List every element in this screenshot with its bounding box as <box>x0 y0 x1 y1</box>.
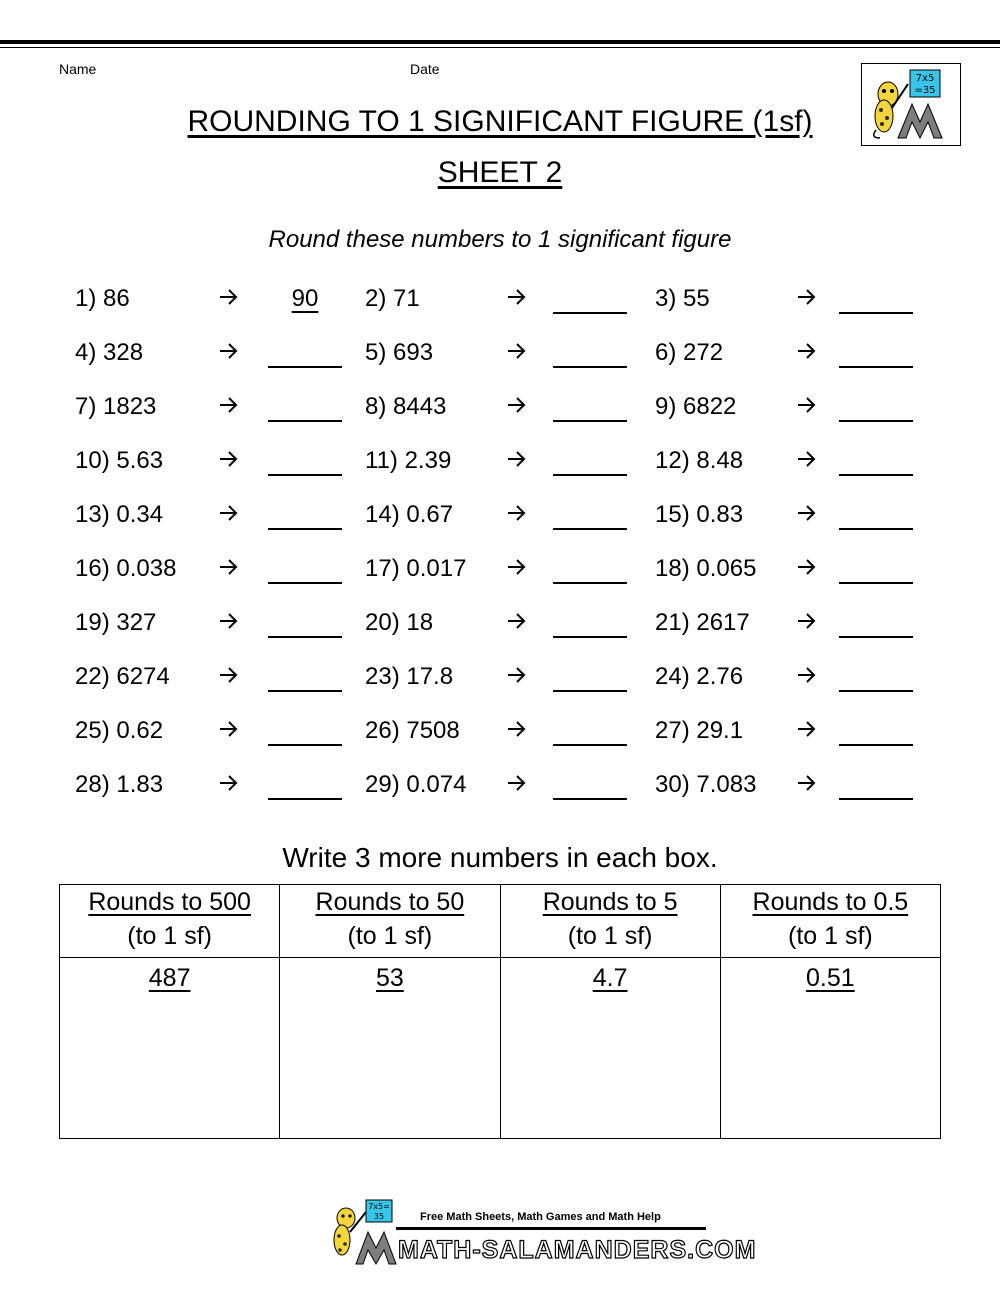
box-example: 487 <box>148 964 191 992</box>
box-heading: Rounds to 500 <box>88 888 251 916</box>
question-label: 27) 29.1 <box>655 717 744 744</box>
box-header <box>280 885 500 958</box>
arrow-right-icon <box>797 395 817 415</box>
footer-logo-text-top: 7x5= <box>368 1202 390 1211</box>
arrow-right-icon <box>797 611 817 631</box>
arrow-right-icon <box>507 503 527 523</box>
task-heading: Write 3 more numbers in each box. <box>282 842 718 873</box>
question-label: 15) 0.83 <box>655 501 744 528</box>
answer-blank[interactable] <box>553 582 627 584</box>
box-header <box>500 885 720 958</box>
box-heading: Rounds to 5 <box>542 888 678 916</box>
arrow-right-icon <box>507 557 527 577</box>
answer-blank[interactable] <box>268 582 342 584</box>
answer-blank[interactable] <box>553 474 627 476</box>
arrow-right-icon <box>219 503 239 523</box>
answer-blank[interactable] <box>553 690 627 692</box>
arrow-right-icon <box>797 287 817 307</box>
answer-box[interactable] <box>500 958 720 1139</box>
instruction: Round these numbers to 1 significant figure <box>268 226 732 253</box>
answer-blank[interactable] <box>839 798 913 800</box>
box-example: 4.7 <box>592 964 628 992</box>
box-example: 0.51 <box>806 964 855 992</box>
question-label: 16) 0.038 <box>75 555 177 582</box>
answer-blank[interactable] <box>268 690 342 692</box>
answer-blank[interactable] <box>268 744 342 746</box>
answer-blank[interactable] <box>268 528 342 530</box>
answer-box[interactable] <box>720 958 940 1139</box>
arrow-right-icon <box>797 773 817 793</box>
top-rule-thin <box>0 47 1000 48</box>
box-sub: (to 1 sf) <box>567 922 653 950</box>
arrow-right-icon <box>219 773 239 793</box>
box-sub: (to 1 sf) <box>788 922 873 950</box>
box-heading: Rounds to 0.5 <box>752 888 909 916</box>
answer-blank[interactable] <box>268 798 342 800</box>
question-label: 28) 1.83 <box>75 771 164 798</box>
answer-box[interactable] <box>280 958 500 1139</box>
page-subtitle <box>0 156 1000 190</box>
arrow-right-icon <box>797 341 817 361</box>
question-label: 5) 693 <box>365 339 434 366</box>
box-example: 53 <box>375 964 404 992</box>
question-label: 1) 86 <box>75 285 130 312</box>
arrow-right-icon <box>219 665 239 685</box>
top-rule <box>0 40 1000 44</box>
box-sub: (to 1 sf) <box>347 922 433 950</box>
question-label: 7) 1823 <box>75 393 157 420</box>
answer-blank[interactable] <box>553 744 627 746</box>
math-salamanders-logo-icon <box>322 1198 757 1270</box>
answer-blank[interactable] <box>839 636 913 638</box>
title-line-2: SHEET 2 <box>437 156 563 189</box>
answer-blank[interactable] <box>268 474 342 476</box>
answer-blank[interactable] <box>839 690 913 692</box>
arrow-right-icon <box>219 287 239 307</box>
arrow-right-icon <box>507 341 527 361</box>
question-label: 17) 0.017 <box>365 555 467 582</box>
page-title <box>0 105 1000 139</box>
question-label: 24) 2.76 <box>655 663 744 690</box>
answer-blank[interactable] <box>553 636 627 638</box>
answer-blank[interactable] <box>553 366 627 368</box>
answer-boxes-table <box>59 884 941 1139</box>
answer-blank[interactable] <box>553 798 627 800</box>
answer-blank[interactable] <box>839 744 913 746</box>
question-label: 25) 0.62 <box>75 717 164 744</box>
arrow-right-icon <box>219 341 239 361</box>
question-label: 4) 328 <box>75 339 144 366</box>
answer-blank[interactable] <box>553 528 627 530</box>
arrow-right-icon <box>219 395 239 415</box>
question-label: 22) 6274 <box>75 663 170 690</box>
question-label: 9) 6822 <box>655 393 737 420</box>
arrow-right-icon <box>507 665 527 685</box>
name-label: Name <box>59 61 97 77</box>
arrow-right-icon <box>507 611 527 631</box>
answer-blank[interactable] <box>553 312 627 314</box>
arrow-right-icon <box>507 395 527 415</box>
answer-value: 90 <box>291 285 319 312</box>
question-label: 12) 8.48 <box>655 447 744 474</box>
question-label: 19) 327 <box>75 609 157 636</box>
answer-blank[interactable] <box>839 474 913 476</box>
question-label: 3) 55 <box>655 285 710 312</box>
question-label: 21) 2617 <box>655 609 750 636</box>
arrow-right-icon <box>219 449 239 469</box>
answer-blank[interactable] <box>268 366 342 368</box>
question-label: 6) 272 <box>655 339 724 366</box>
arrow-right-icon <box>507 449 527 469</box>
footer-tagline: Free Math Sheets, Math Games and Math Help <box>420 1211 661 1223</box>
footer-logo[interactable] <box>322 1198 757 1270</box>
arrow-right-icon <box>507 287 527 307</box>
logo-text-top: 7x5 <box>915 73 935 84</box>
arrow-right-icon <box>797 719 817 739</box>
question-label: 29) 0.074 <box>365 771 467 798</box>
answer-blank[interactable] <box>553 420 627 422</box>
arrow-right-icon <box>797 449 817 469</box>
answer-box[interactable] <box>60 958 280 1139</box>
question-label: 30) 7.083 <box>655 771 757 798</box>
arrow-right-icon <box>219 611 239 631</box>
title-line-1: ROUNDING TO 1 SIGNIFICANT FIGURE (1sf) <box>187 105 813 138</box>
arrow-right-icon <box>507 719 527 739</box>
answer-blank[interactable] <box>839 582 913 584</box>
box-sub: (to 1 sf) <box>127 922 212 950</box>
answer-blank[interactable] <box>839 312 913 314</box>
question-label: 8) 8443 <box>365 393 447 420</box>
box-heading: Rounds to 50 <box>315 888 465 916</box>
answer-blank[interactable] <box>268 636 342 638</box>
footer-logo-text-bottom: 35 <box>373 1212 385 1221</box>
arrow-right-icon <box>507 773 527 793</box>
arrow-right-icon <box>219 557 239 577</box>
question-label: 13) 0.34 <box>75 501 164 528</box>
answer-blank[interactable] <box>839 528 913 530</box>
box-header <box>60 885 280 958</box>
question-label: 2) 71 <box>365 285 420 312</box>
arrow-right-icon <box>797 557 817 577</box>
answer-blank[interactable] <box>839 366 913 368</box>
date-label: Date <box>410 61 440 77</box>
arrow-right-icon <box>219 719 239 739</box>
arrow-right-icon <box>797 665 817 685</box>
answer-blank[interactable] <box>839 420 913 422</box>
arrow-right-icon <box>797 503 817 523</box>
box-header <box>720 885 940 958</box>
logo-text-bottom: =35 <box>914 85 936 96</box>
question-label: 26) 7508 <box>365 717 460 744</box>
question-label: 20) 18 <box>365 609 434 636</box>
question-label: 14) 0.67 <box>365 501 454 528</box>
question-label: 11) 2.39 <box>365 447 452 474</box>
question-label: 10) 5.63 <box>75 447 164 474</box>
answer-blank[interactable] <box>268 420 342 422</box>
footer-site-name: MATH-SALAMANDERS.COM <box>398 1236 757 1264</box>
question-label: 18) 0.065 <box>655 555 757 582</box>
question-label: 23) 17.8 <box>365 663 454 690</box>
